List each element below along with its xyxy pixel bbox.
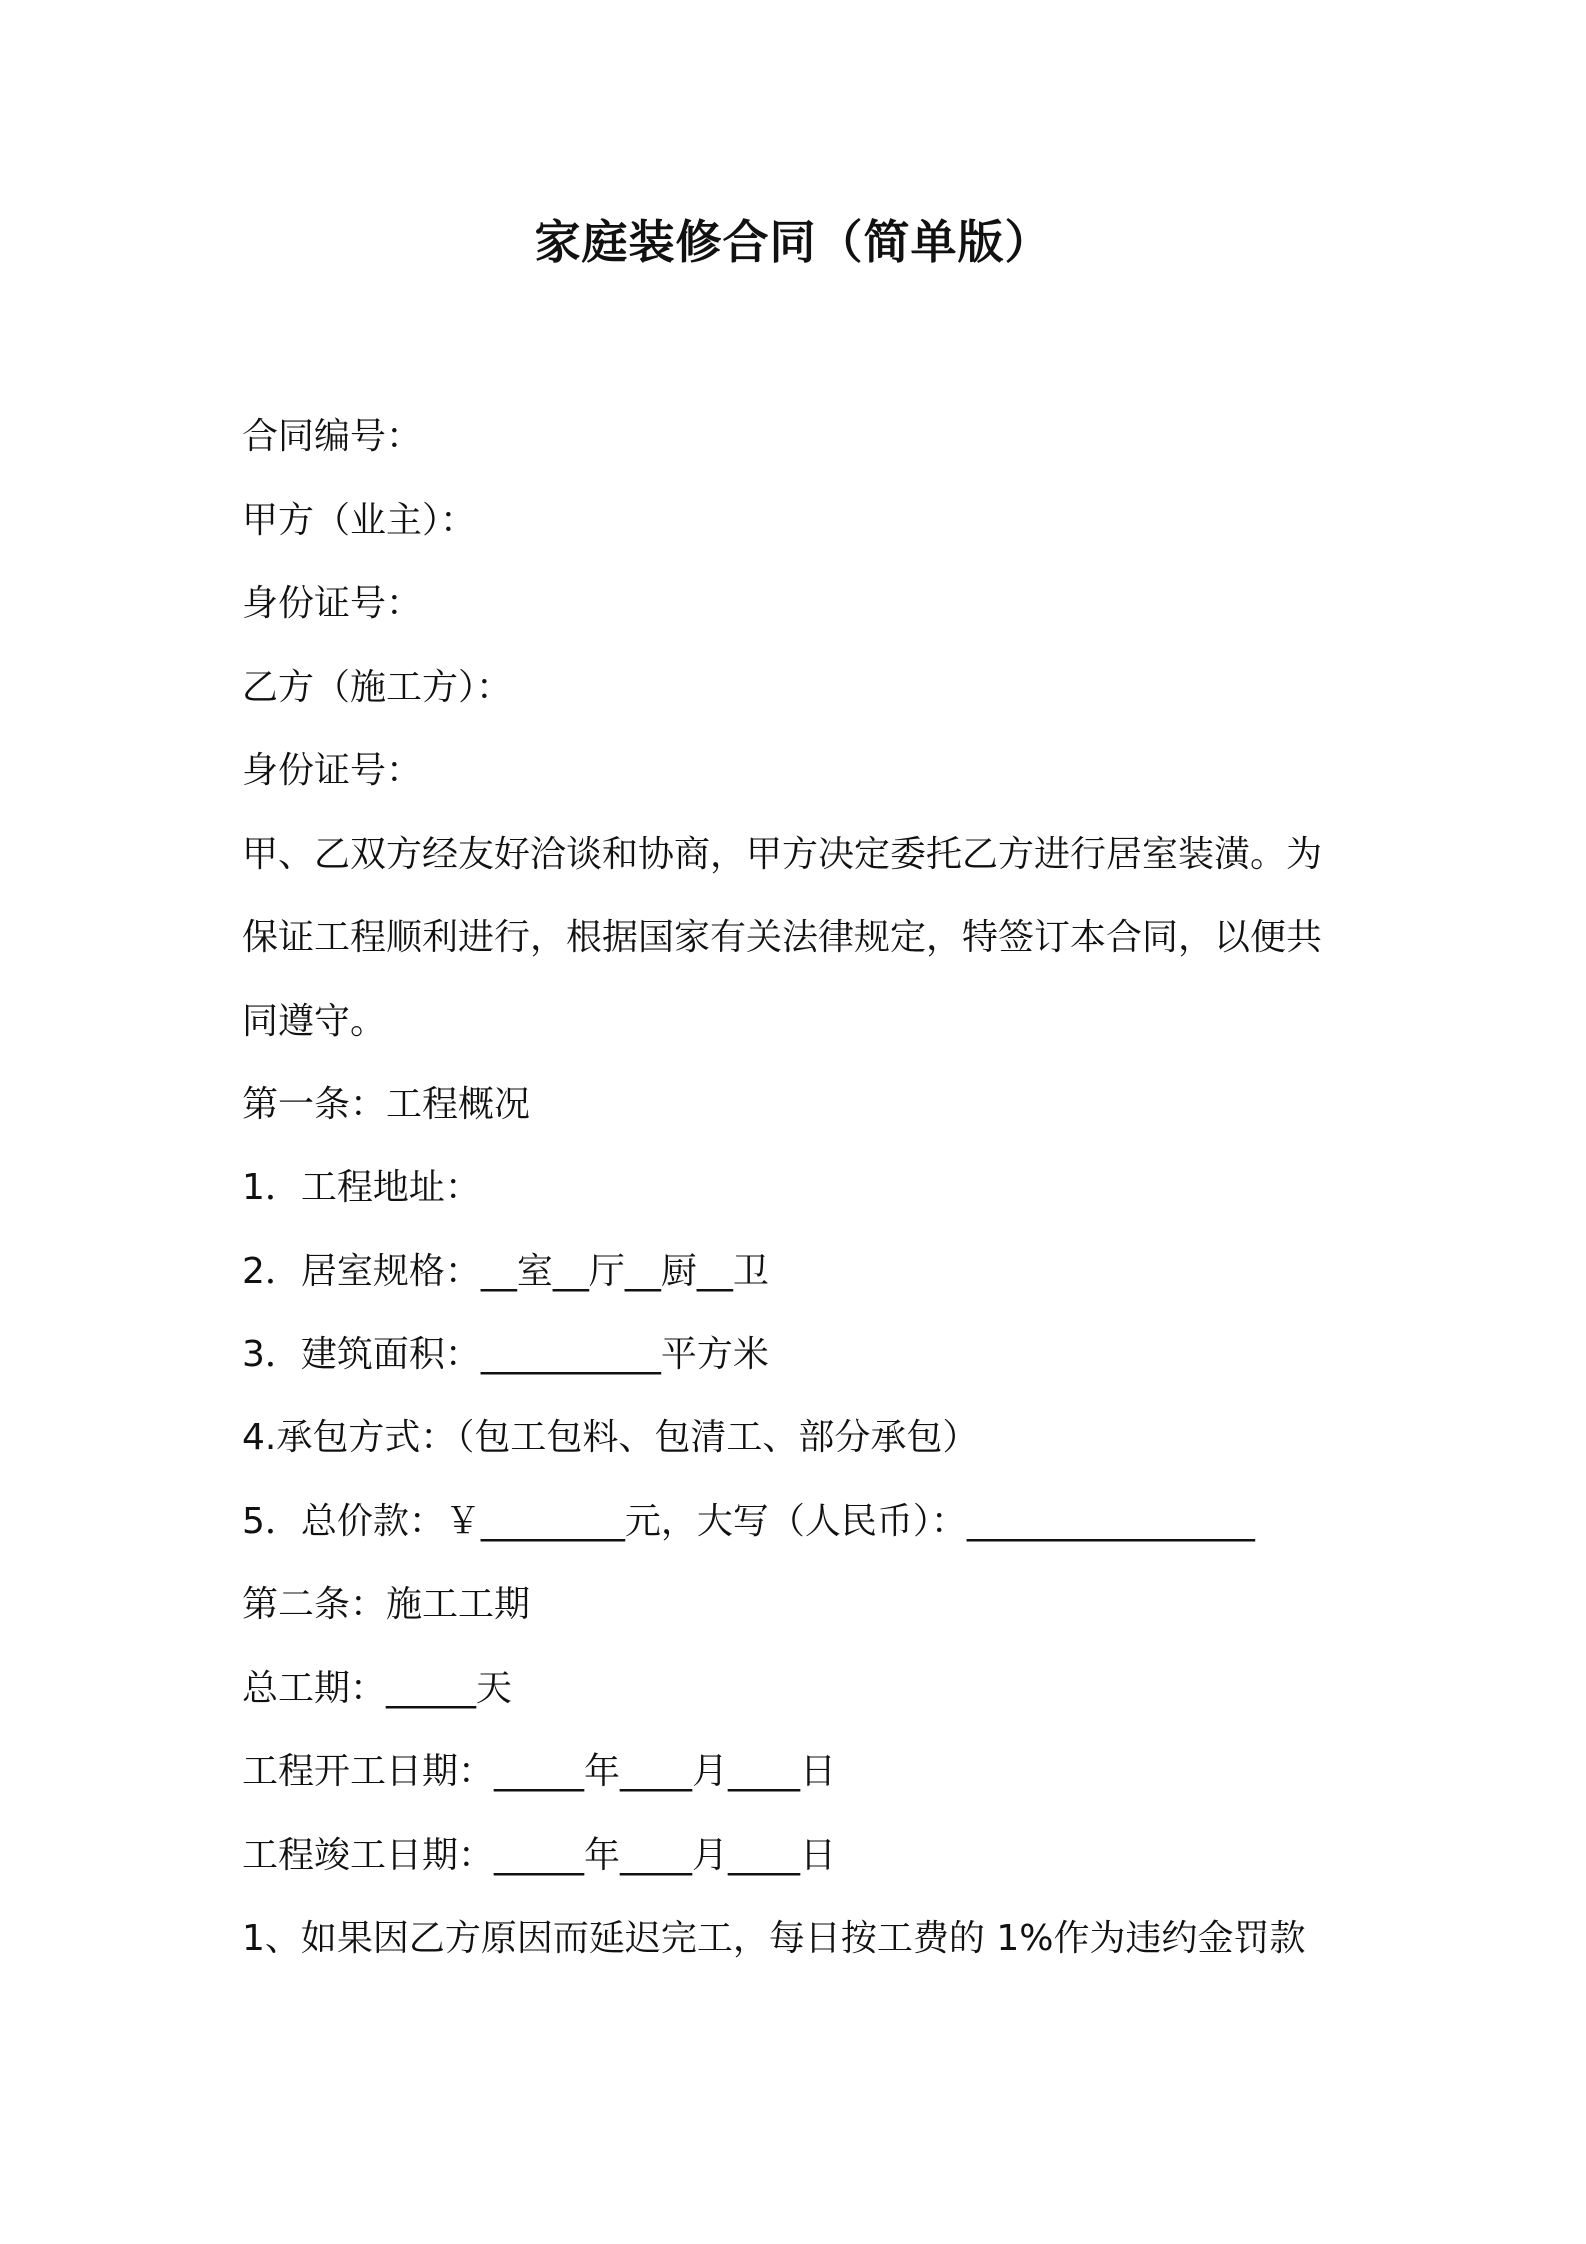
preamble-line-3: 同遵守。	[242, 1001, 387, 1042]
start-date-line: 工程开工日期：_____年____月____日	[242, 1751, 837, 1792]
party-b-id-line: 身份证号：	[242, 750, 423, 791]
completion-date-line: 工程竣工日期：_____年____月____日	[242, 1835, 837, 1876]
delay-penalty-line: 1、如果因乙方原因而延迟完工，每日按工费的 1%作为违约金罚款	[242, 1918, 1306, 1959]
document-title: 家庭装修合同（简单版）	[534, 215, 1052, 269]
floor-area-line: 3．建筑面积：__________平方米	[242, 1334, 769, 1375]
total-price-line: 5．总价款：￥________元，大写（人民币）：________________	[242, 1501, 1255, 1542]
total-duration-line: 总工期：_____天	[242, 1668, 513, 1709]
preamble-line-2: 保证工程顺利进行，根据国家有关法律规定，特签订本合同，以便共	[242, 917, 1323, 958]
room-spec-line: 2．居室规格：__室__厅__厨__卫	[242, 1251, 769, 1292]
article-1-heading: 第一条：工程概况	[242, 1084, 531, 1125]
party-a-id-line: 身份证号：	[242, 583, 423, 624]
party-a-line: 甲方（业主）：	[242, 500, 477, 541]
article-2-heading: 第二条：施工工期	[242, 1584, 531, 1625]
contract-mode-line: 4.承包方式：（包工包料、包清工、部分承包）	[242, 1417, 979, 1458]
preamble-line-1: 甲、乙双方经友好洽谈和协商，甲方决定委托乙方进行居室装潢。为	[242, 834, 1323, 875]
party-b-line: 乙方（施工方）：	[242, 667, 513, 708]
contract-number-line: 合同编号：	[242, 416, 423, 457]
project-address-line: 1．工程地址：	[242, 1167, 481, 1208]
